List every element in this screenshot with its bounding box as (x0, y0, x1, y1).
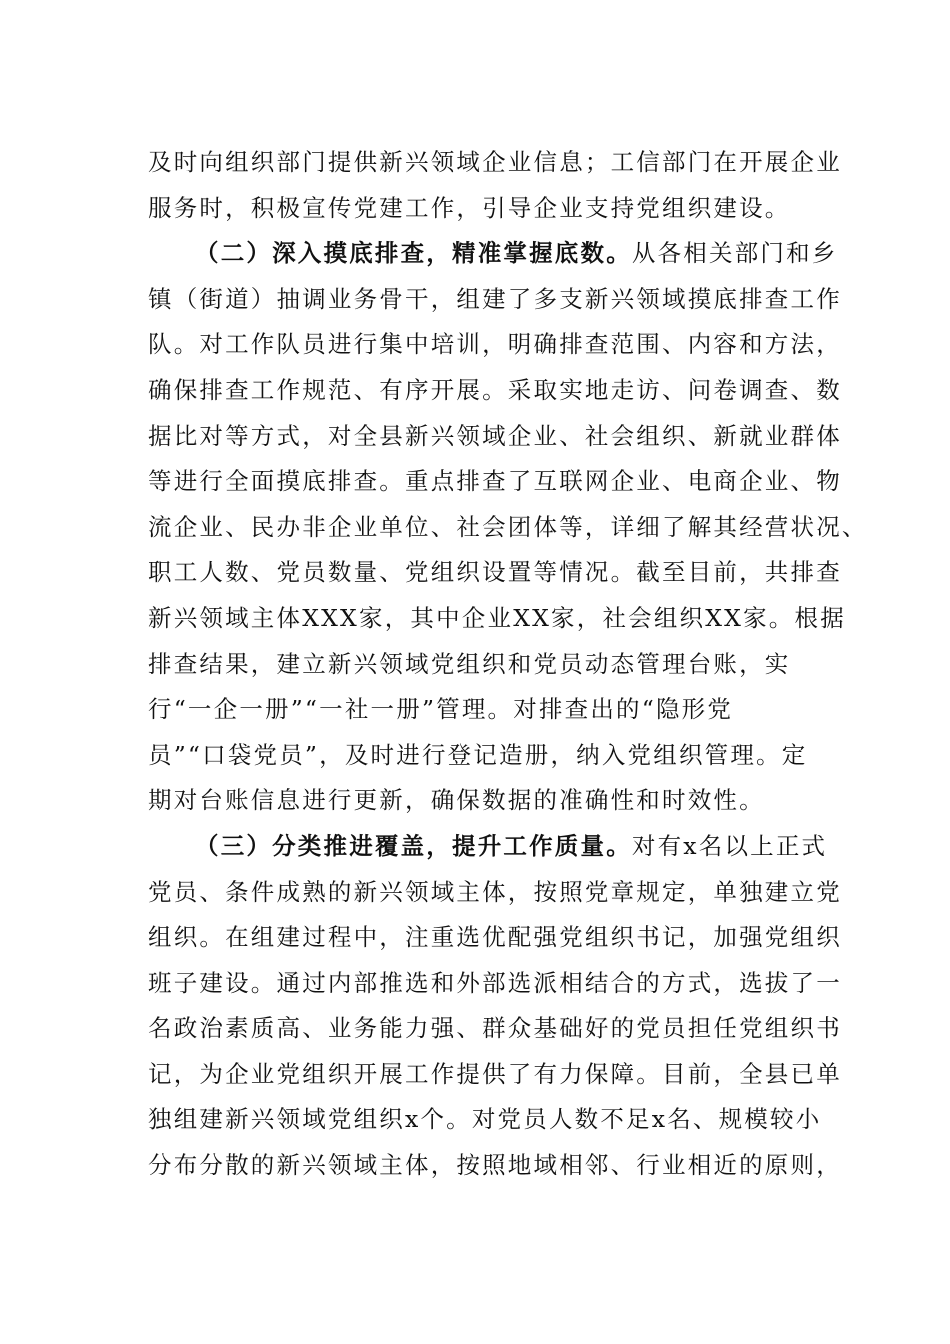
text-line: 记，为企业党组织开展工作提供了有力保障。目前，全县已单 (148, 1059, 842, 1088)
body-text (148, 140, 868, 1189)
text-line: 新兴领域主体XXX家，其中企业XX家，社会组织XX家。根据 (148, 603, 846, 632)
section-2-first-line (148, 231, 838, 277)
text-line: 服务时，积极宣传党建工作，引导企业支持党组织建设。 (148, 193, 791, 222)
text-line: 排查结果，建立新兴领域党组织和党员动态管理台账，实 (148, 649, 791, 678)
text-line: 等进行全面摸底排查。重点排查了互联网企业、电商企业、物 (148, 467, 842, 496)
text-line: 镇（街道）抽调业务骨干，组建了多支新兴领域摸底排查工作 (148, 284, 842, 313)
text-line: 名政治素质高、业务能力强、群众基础好的党员担任党组织书 (148, 1014, 842, 1043)
text-line: 及时向组织部门提供新兴领域企业信息；工信部门在开展企业 (148, 148, 842, 176)
text-line: 队。对工作队员进行集中培训，明确排查范围、内容和方法， (148, 330, 842, 359)
text-line: 职工人数、党员数量、党组织设置等情况。截至目前，共排查 (148, 558, 842, 587)
text-line: 分布分散的新兴领域主体，按照地域相邻、行业相近的原则， (148, 1151, 842, 1180)
text-line: 员”“口袋党员”，及时进行登记造册，纳入党组织管理。定 (148, 740, 808, 769)
text-line: 党员、条件成熟的新兴领域主体，按照党章规定，单独建立党 (148, 877, 842, 906)
section-3-lead-text: 对有x名以上正式 (631, 831, 828, 860)
text-line: 流企业、民办非企业单位、社会团体等，详细了解其经营状况、 (148, 512, 868, 541)
text-line: 独组建新兴领域党组织x个。对党员人数不足x名、规模较小 (148, 1105, 822, 1134)
section-2-heading: （二）深入摸底排查，精准掌握底数。 (195, 239, 632, 268)
section-3-first-line (148, 824, 838, 870)
section-2-lead-text: 从各相关部门和乡 (631, 239, 838, 268)
text-line: 行“一企一册”“一社一册”管理。对排查出的“隐形党 (148, 695, 734, 724)
text-line: 班子建设。通过内部推选和外部选派相结合的方式，选拔了一 (148, 968, 842, 997)
text-line: 确保排查工作规范、有序开展。采取实地走访、问卷调查、数 (148, 375, 842, 404)
text-line: 期对台账信息进行更新，确保数据的准确性和时效性。 (148, 786, 765, 815)
section-3-heading: （三）分类推进覆盖，提升工作质量。 (195, 831, 632, 860)
text-line: 据比对等方式，对全县新兴领域企业、社会组织、新就业群体 (148, 421, 842, 450)
text-line: 组织。在组建过程中，注重选优配强党组织书记，加强党组织 (148, 923, 842, 952)
